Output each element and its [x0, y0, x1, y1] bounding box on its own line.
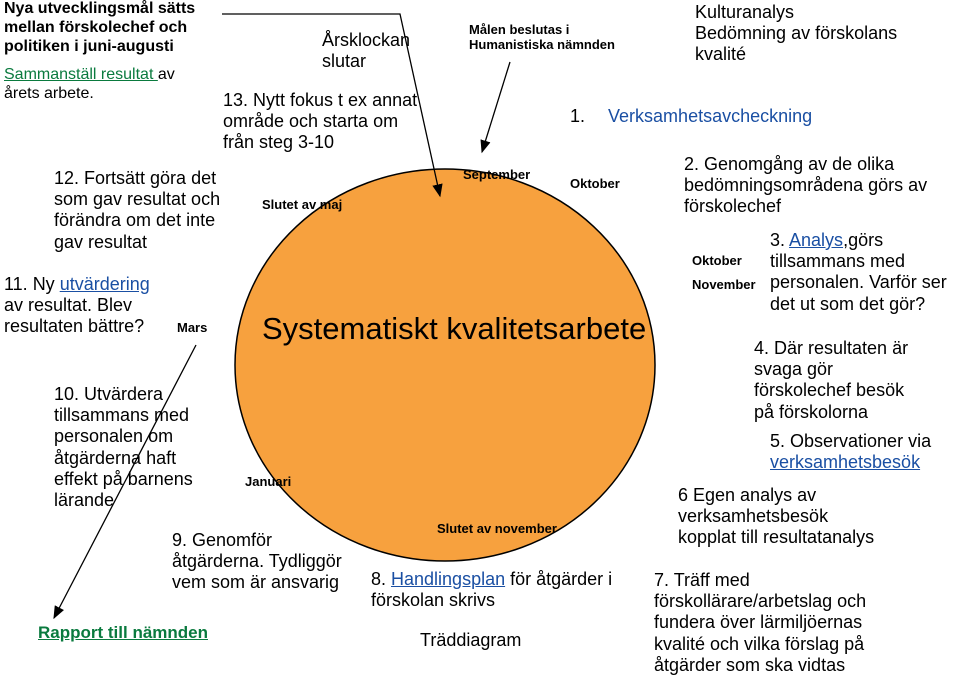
step-4 — [754, 338, 908, 423]
analysis-link[interactable]: Analys — [789, 230, 844, 250]
goals-line: Målen beslutas i — [469, 22, 570, 37]
month-slutet-november: Slutet av november — [437, 521, 557, 536]
month-september: September — [463, 167, 531, 182]
step-11-line: resultaten bättre? — [4, 316, 145, 337]
year-clock-label — [322, 30, 410, 72]
step-7-line: fundera över lärmiljöernas — [654, 612, 863, 633]
step-10-line: lärande — [54, 490, 115, 511]
step-12 — [54, 168, 220, 253]
step-8-rest: för åtgärder i — [505, 569, 613, 589]
step-4-line: 4. Där resultaten är — [754, 338, 909, 358]
step-10-line: 10. Utvärdera — [54, 384, 164, 404]
step-7-line: kvalité och vilka förslag på — [654, 633, 865, 654]
step-6-line: 6 Egen analys av — [678, 485, 817, 505]
action-plan-link[interactable]: Handlingsplan — [391, 569, 506, 589]
top-left-note — [4, 0, 195, 57]
step-11 — [4, 274, 150, 338]
step-1-number: 1. — [570, 106, 586, 126]
year-clock-line: Årsklockan — [322, 30, 411, 50]
step-10-line: effekt på barnens — [54, 468, 193, 489]
step-11-line: av resultat. Blev — [4, 295, 133, 316]
step-10-line: åtgärderna haft — [54, 447, 177, 468]
center-title: Systematiskt kvalitetsarbete — [262, 311, 647, 346]
step-2-line: bedömningsområdena görs av — [684, 175, 928, 196]
goals-decided-label — [469, 22, 615, 53]
step-10-line: tillsammans med — [54, 405, 190, 426]
step-10 — [54, 384, 193, 511]
step-2 — [684, 154, 927, 218]
step-5 — [770, 431, 931, 473]
step-13-line: från steg 3-10 — [223, 132, 335, 153]
step-13-line: område och starta om — [223, 111, 399, 132]
step-3-line: tillsammans med — [770, 251, 906, 272]
report-link[interactable]: Rapport till nämnden — [38, 623, 208, 642]
step-12-line: gav resultat — [54, 231, 148, 252]
step-7-line: förskollärare/arbetslag och — [654, 591, 867, 612]
step-1 — [570, 106, 812, 127]
step-9-line: åtgärderna. Tydliggör — [172, 551, 342, 572]
step-1-link[interactable]: Verksamhetsavcheckning — [608, 106, 813, 126]
month-slutet-maj: Slutet av maj — [262, 197, 343, 212]
step-3 — [770, 230, 947, 315]
step-8-line2: förskolan skrivs — [371, 590, 496, 611]
step-3-line: personalen. Varför ser — [770, 272, 947, 293]
step-6 — [678, 485, 874, 549]
month-januari: Januari — [245, 474, 292, 489]
note-line: politiken i juni-augusti — [4, 37, 174, 55]
month-mars: Mars — [177, 320, 208, 335]
step-9-line: 9. Genomför — [172, 530, 273, 550]
step-12-line: 12. Fortsätt göra det — [54, 168, 217, 188]
arrow-goals-september — [482, 62, 510, 152]
step-7 — [654, 570, 866, 676]
step-9 — [172, 530, 342, 594]
step-12-line: förändra om det inte — [54, 210, 216, 231]
tree-diagram-label: Träddiagram — [420, 630, 522, 650]
step-13-line: 13. Nytt fokus t ex annat — [223, 90, 418, 110]
step-9-line: vem som är ansvarig — [172, 572, 340, 593]
step-10-line: personalen om — [54, 426, 174, 447]
goals-line: Humanistiska nämnden — [469, 37, 615, 53]
culture-line: kvalité — [695, 44, 747, 65]
step-11-prefix: 11. Ny — [4, 274, 60, 294]
step-2-line: förskolechef — [684, 196, 782, 217]
step-6-line: verksamhetsbesök — [678, 506, 829, 527]
step-8 — [371, 569, 612, 611]
note-line: mellan förskolechef och — [4, 18, 188, 36]
step-3-rest: ,görs — [843, 230, 884, 250]
site-visits-link[interactable]: verksamhetsbesök — [770, 452, 921, 473]
step-4-line: på förskolorna — [754, 401, 869, 422]
compile-rest: av — [157, 66, 175, 83]
step-7-line: åtgärder som ska vidtas — [654, 654, 846, 675]
evaluation-link[interactable]: utvärdering — [59, 274, 150, 294]
step-5-line: 5. Observationer via — [770, 431, 932, 451]
year-clock-line: slutar — [322, 51, 367, 72]
note-line: Nya utvecklingsmål sätts — [4, 0, 196, 17]
step-3-line: det ut som det gör? — [770, 293, 926, 314]
step-6-line: kopplat till resultatanalys — [678, 527, 875, 548]
month-oktober-top: Oktober — [570, 176, 620, 191]
step-4-line: svaga gör — [754, 359, 834, 380]
culture-line: Bedömning av förskolans — [695, 23, 898, 44]
month-oktober-right: Oktober — [692, 253, 742, 268]
step-12-line: som gav resultat och — [54, 189, 221, 210]
step-8-prefix: 8. — [371, 569, 392, 589]
culture-line: Kulturanalys — [695, 2, 795, 22]
step-4-line: förskolechef besök — [754, 380, 905, 401]
cycle-ellipse — [235, 169, 655, 561]
step-2-line: 2. Genomgång av de olika — [684, 154, 895, 174]
step-13 — [223, 90, 417, 154]
compile-note — [4, 66, 175, 104]
month-november: November — [692, 277, 756, 292]
step-7-line: 7. Träff med — [654, 570, 750, 590]
compile-line2: årets arbete. — [4, 84, 94, 102]
culture-analysis-label — [695, 2, 897, 66]
compile-results-link[interactable]: Sammanställ resultat — [4, 66, 158, 83]
step-3-prefix: 3. — [770, 230, 790, 250]
